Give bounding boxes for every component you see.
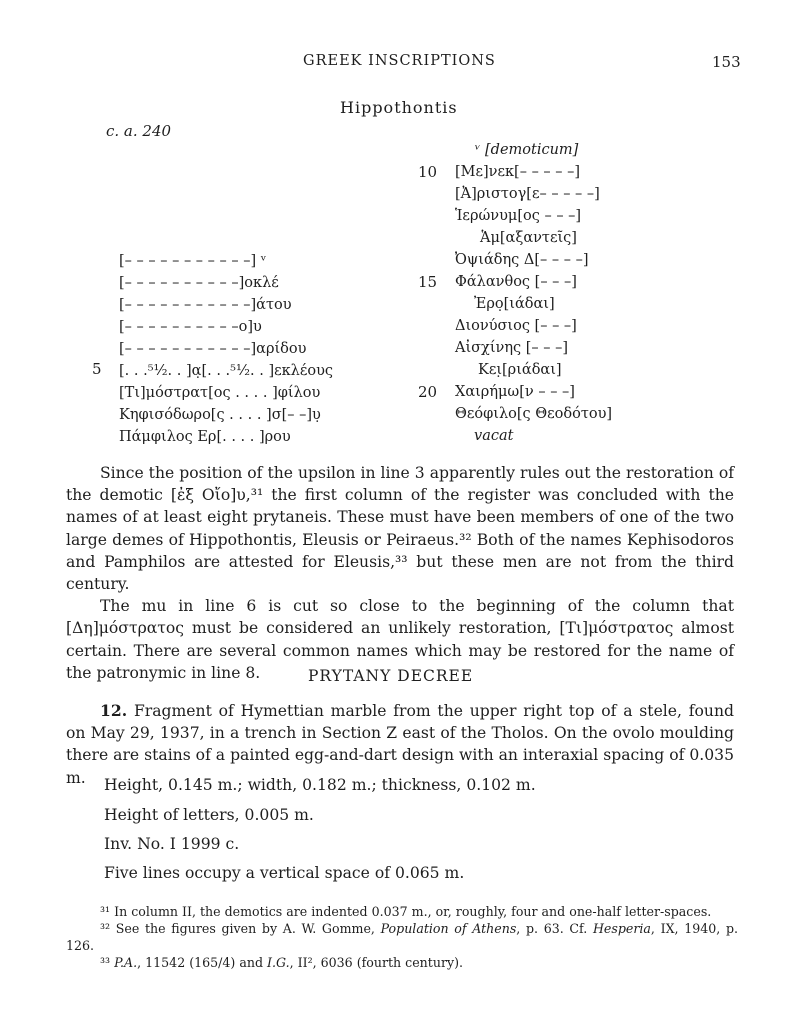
measurement-line: Height, 0.145 m.; width, 0.182 m.; thickness, 0.102 m. bbox=[104, 776, 536, 794]
page-number: 153 bbox=[712, 53, 741, 71]
col2-line: Αἰσχίνης [– – –] bbox=[455, 340, 569, 356]
entry-text: Fragment of Hymettian marble from the upper right top of a stele, found on May 29, 1937, in a trench in Section Ζ east of the Tholos. On the ovolo moulding there are stains of a painted egg-and-dart design with an interaxial spacing of 0.035 m. bbox=[66, 702, 734, 787]
tribe-title: Hippothontis bbox=[340, 98, 458, 117]
col2-line: Χαιρήμω[ν – – –] bbox=[455, 384, 575, 400]
col1-line: [Τι]μόστρατ[ος . . . . ]φίλου bbox=[119, 385, 321, 401]
col2-line: [Με]νεκ[– – – – –] bbox=[455, 164, 581, 180]
line-number-15: 15 bbox=[418, 273, 438, 291]
col2-demoticum: ᵛ [demoticum] bbox=[475, 142, 579, 158]
col2-line: Ἐρο̣[ιάδαι] bbox=[474, 296, 555, 312]
col1-line: Πάμφιλος Ερ[. . . . ]ρου bbox=[119, 429, 291, 445]
col2-vacat: vacat bbox=[474, 428, 514, 444]
col2-line: Διονύσιος [– – –] bbox=[455, 318, 577, 334]
col1-line: Κηφισόδωρο[ς . . . . ]σ[– –]υ̣ bbox=[119, 407, 321, 423]
col1-line: [– – – – – – – – – – –]άτου bbox=[119, 297, 292, 313]
line-number-5: 5 bbox=[92, 360, 102, 378]
inscription-column-1 bbox=[119, 250, 333, 448]
footnote-32: ³² See the figures given by A. W. Gomme, Population of Athens, p. 63. Cf. Hesperia, IX, 1940, p. 126. bbox=[66, 921, 739, 953]
measurement-line: Five lines occupy a vertical space of 0.065 m. bbox=[104, 864, 465, 882]
col1-line: [. . .⁵⅟₂. . ]α̣[. . .⁵⅟₂. . ]εκλέους bbox=[119, 363, 334, 379]
col1-line: [– – – – – – – – – – –]αρίδου bbox=[119, 341, 307, 357]
line-number-10: 10 bbox=[418, 163, 438, 181]
col2-line: Θεόφιλο[ς Θεοδότου] bbox=[455, 406, 613, 422]
date-label: c. a. 240 bbox=[106, 122, 172, 140]
col1-line: [– – – – – – – – – –ο]υ bbox=[119, 319, 262, 335]
measurement-line: Inv. No. I 1999 c. bbox=[104, 835, 240, 853]
section-title: PRYTANY DECREE bbox=[308, 667, 474, 685]
col2-line: Ἱερώνυμ[ος – – –] bbox=[455, 208, 582, 224]
col2-line: Φάλανθος [– – –] bbox=[455, 274, 577, 290]
col2-line: Κει̣[ριάδαι] bbox=[478, 362, 562, 378]
col2-line: Ἁμ[αξαντεῖς] bbox=[480, 230, 577, 246]
line-number-20: 20 bbox=[418, 383, 438, 401]
measurement-line: Height of letters, 0.005 m. bbox=[104, 806, 314, 824]
col1-line: [– – – – – – – – – – –] ᵛ bbox=[119, 253, 267, 269]
col2-line: [Ἀ]ριστογ[ε– – – – –] bbox=[455, 186, 600, 202]
footnotes bbox=[66, 903, 738, 971]
col1-line: [– – – – – – – – – –]οκλέ bbox=[119, 275, 279, 291]
commentary-paragraph: Since the position of the upsilon in line 3 apparently rules out the restoration of the demotic [ἐξ Οἴο]υ,³¹ the first column of the register was concluded with the names of at least eight prytaneis. These must have been members of one of the two large demes of Hippothontis, Eleusis or Peiraeus.³² Both of the names Kephisodoros and Pamphilos are attested for Eleusis,³³ but these men are not from the third century. bbox=[66, 464, 734, 594]
footnote-33: ³³ P.A., 11542 (165/4) and I.G., II², 6036 (fourth century). bbox=[100, 955, 463, 970]
entry-number: 12. bbox=[100, 701, 128, 720]
commentary-paragraph: The mu in line 6 is cut so close to the beginning of the column that [Δη]μόστρατος must be considered an unlikely restoration, [Τι]μόστρατος almost certain. There are several common names which may be restored for the name of the patronymic in line 8. bbox=[66, 597, 734, 682]
running-header: GREEK INSCRIPTIONS bbox=[303, 53, 496, 69]
col2-line: Ὀψιάδης Δ[– – – –] bbox=[455, 252, 589, 268]
commentary bbox=[66, 462, 734, 684]
footnote-31: ³¹ In column II, the demotics are indented 0.037 m., or, roughly, four and one-half letter-spaces. bbox=[100, 904, 712, 919]
